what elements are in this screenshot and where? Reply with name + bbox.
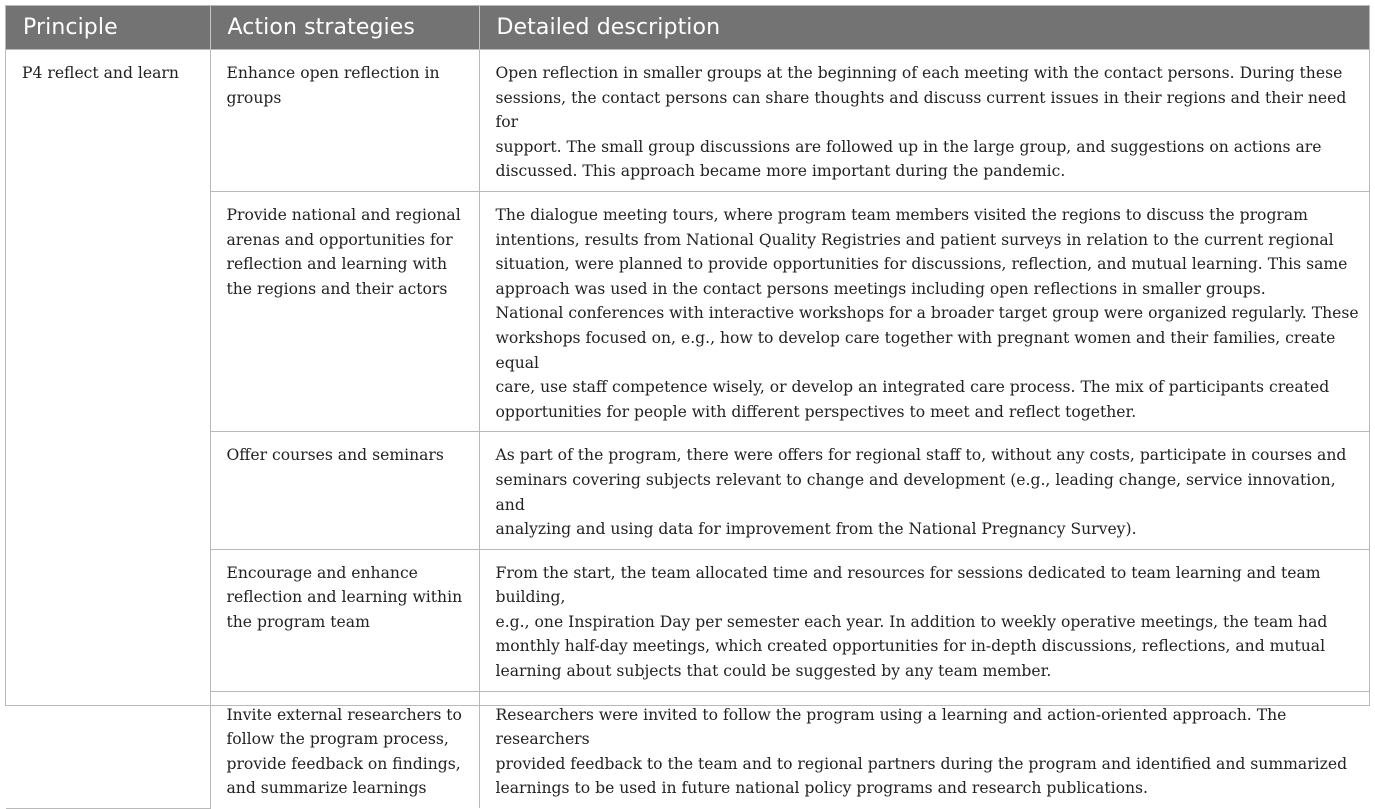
description-cell: Open reflection in smaller groups at the beginning of each meeting with the contact persons. During these sessions, the contact persons can share thoughts and discuss current issues in their regions and their need for support. The small group discussions are followed up in the large group, and suggestions on actions are discussed. This approach became more important during the pandemic. (479, 50, 1369, 192)
header-principle: Principle (6, 6, 210, 50)
header-row (6, 6, 1369, 50)
table-row (6, 191, 1369, 431)
description-cell: Researchers were invited to follow the program using a learning and action-oriented approach. The researchers provided feedback to the team and to regional partners during the program and identified and summarized learnings to be used in future national policy programs and research publications. (479, 691, 1369, 808)
header-detailed-description: Detailed description (479, 6, 1369, 50)
table-body (6, 50, 1369, 809)
description-cell: The dialogue meeting tours, where program team members visited the regions to discuss the program intentions, results from National Quality Registries and patient surveys in relation to the current regional situation, were planned to provide opportunities for discussions, reflection, and mutual learning. This same approach was used in the contact persons meetings including open reflections in smaller groups. National conferences with interactive workshops for a broader target group were organized regularly. These workshops focused on, e.g., how to develop care together with pregnant women and their families, create equal care, use staff competence wisely, or develop an integrated care process. The mix of participants created opportunities for people with different perspectives to meet and reflect together. (479, 191, 1369, 431)
strategy-cell: Provide national and regional arenas and opportunities for reflection and learning with the regions and their actors (210, 191, 479, 431)
table-row (6, 50, 1369, 192)
header-action-strategies: Action strategies (210, 6, 479, 50)
table-row (6, 549, 1369, 691)
strategy-table (5, 5, 1370, 798)
strategy-cell: Enhance open reflection in groups (210, 50, 479, 192)
strategy-cell: Invite external researchers to follow the program process, provide feedback on findings, and summarize learnings (210, 691, 479, 808)
strategy-cell: Offer courses and seminars (210, 432, 479, 549)
table-header (6, 6, 1369, 50)
principle-cell: P4 reflect and learn (6, 50, 210, 809)
strategy-cell: Encourage and enhance reflection and learning within the program team (210, 549, 479, 691)
table-row (6, 432, 1369, 549)
description-cell: As part of the program, there were offers for regional staff to, without any costs, participate in courses and seminars covering subjects relevant to change and development (e.g., leading change, service innovation, and analyzing and using data for improvement from the National Pregnancy Survey). (479, 432, 1369, 549)
description-cell: From the start, the team allocated time and resources for sessions dedicated to team learning and team building, e.g., one Inspiration Day per semester each year. In addition to weekly operative meetings, the team had monthly half-day meetings, which created opportunities for in-depth discussions, reflections, and mutual learning about subjects that could be suggested by any team member. (479, 549, 1369, 691)
table-row (6, 691, 1369, 808)
principle-table (6, 6, 1369, 809)
